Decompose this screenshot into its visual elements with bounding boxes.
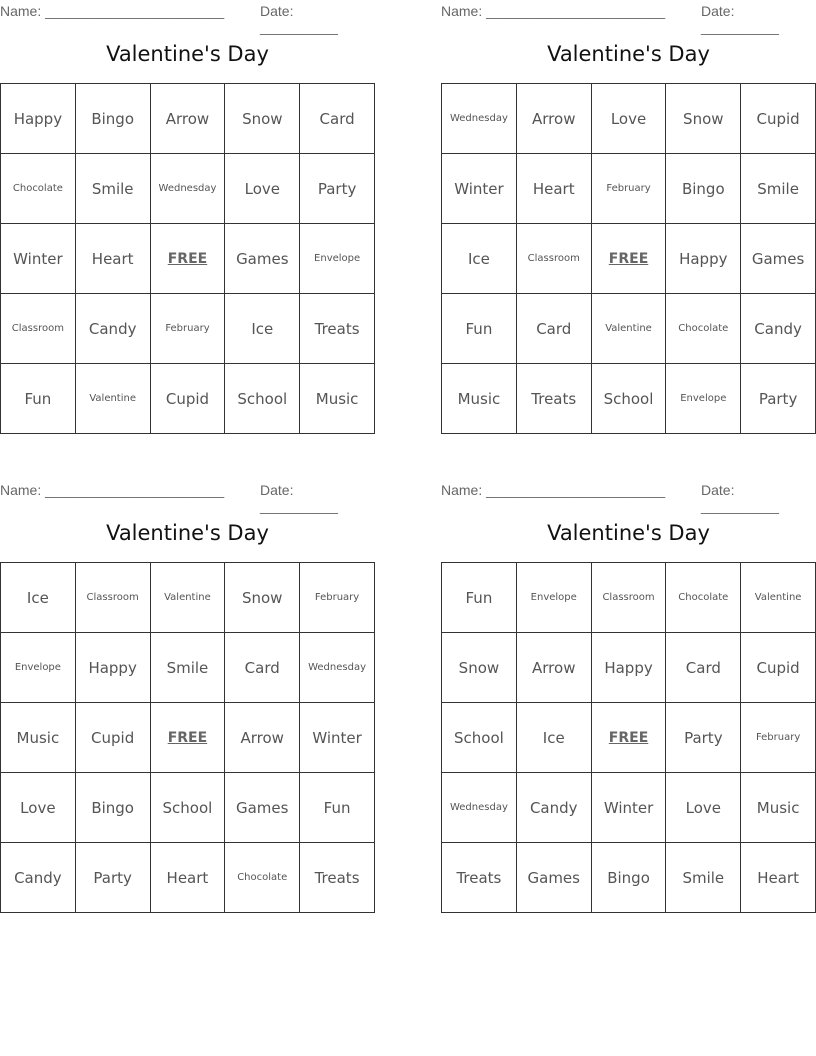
bingo-cell: Smile <box>150 633 225 703</box>
bingo-cell: Valentine <box>591 294 666 364</box>
bingo-card <box>441 479 816 887</box>
grid-row <box>442 633 816 703</box>
bingo-cell: Candy <box>1 843 76 913</box>
bingo-cell: Heart <box>741 843 816 913</box>
date-field-label: Date: __________ <box>260 482 338 514</box>
card-header <box>0 479 375 514</box>
bingo-cell: Party <box>75 843 150 913</box>
bingo-cell: Fun <box>1 364 76 434</box>
bingo-cell: Music <box>1 703 76 773</box>
grid-row <box>1 364 375 434</box>
bingo-cell: February <box>300 563 375 633</box>
bingo-cell: Classroom <box>1 294 76 364</box>
bingo-cell: Happy <box>666 224 741 294</box>
grid-row <box>1 84 375 154</box>
bingo-cell: Games <box>516 843 591 913</box>
bingo-cell: Music <box>300 364 375 434</box>
bingo-cell: School <box>150 773 225 843</box>
bingo-cell: Wednesday <box>442 773 517 843</box>
bingo-cell: Classroom <box>591 563 666 633</box>
bingo-cell: Heart <box>75 224 150 294</box>
bingo-grid <box>0 562 375 913</box>
bingo-cell: Ice <box>1 563 76 633</box>
bingo-cell: School <box>442 703 517 773</box>
bingo-cell: Smile <box>741 154 816 224</box>
grid-row <box>1 224 375 294</box>
bingo-cell: Classroom <box>75 563 150 633</box>
bingo-cell: Treats <box>442 843 517 913</box>
grid-row <box>442 364 816 434</box>
bingo-cell: Games <box>225 773 300 843</box>
grid-row <box>1 294 375 364</box>
free-space-cell: FREE <box>591 224 666 294</box>
bingo-cell: Candy <box>741 294 816 364</box>
bingo-cell: Cupid <box>150 364 225 434</box>
grid-row <box>1 633 375 703</box>
bingo-cell: Wednesday <box>442 84 517 154</box>
grid-row <box>442 843 816 913</box>
bingo-cell: Cupid <box>741 633 816 703</box>
date-field-label: Date: __________ <box>260 3 338 35</box>
bingo-cell: School <box>591 364 666 434</box>
bingo-cell: Ice <box>516 703 591 773</box>
bingo-cell: Wednesday <box>150 154 225 224</box>
bingo-cell: Love <box>225 154 300 224</box>
bingo-cell: Candy <box>75 294 150 364</box>
bingo-cell: Smile <box>666 843 741 913</box>
bingo-cell: Winter <box>442 154 517 224</box>
bingo-cell: Ice <box>442 224 517 294</box>
grid-row <box>442 154 816 224</box>
bingo-cell: Happy <box>1 84 76 154</box>
bingo-cell: February <box>150 294 225 364</box>
card-title: Valentine's Day <box>547 521 710 545</box>
bingo-cell: February <box>741 703 816 773</box>
bingo-cell: Arrow <box>150 84 225 154</box>
bingo-cell: School <box>225 364 300 434</box>
grid-row <box>442 563 816 633</box>
bingo-cell: Love <box>1 773 76 843</box>
card-header <box>441 0 816 35</box>
bingo-cell: February <box>591 154 666 224</box>
bingo-cell: Winter <box>300 703 375 773</box>
bingo-cell: Snow <box>225 563 300 633</box>
grid-row <box>442 84 816 154</box>
bingo-cell: Chocolate <box>666 563 741 633</box>
name-field-label: Name: _______________________ <box>441 3 666 19</box>
grid-row <box>442 703 816 773</box>
bingo-cell: Games <box>741 224 816 294</box>
bingo-cell: Music <box>442 364 517 434</box>
bingo-cell: Chocolate <box>225 843 300 913</box>
card-title: Valentine's Day <box>106 521 269 545</box>
bingo-cell: Smile <box>75 154 150 224</box>
bingo-cell: Snow <box>666 84 741 154</box>
bingo-cell: Cupid <box>741 84 816 154</box>
bingo-cell: Card <box>666 633 741 703</box>
card-header <box>441 479 816 514</box>
bingo-cell: Party <box>300 154 375 224</box>
date-field-label: Date: __________ <box>701 3 779 35</box>
bingo-cell: Heart <box>516 154 591 224</box>
bingo-cell: Classroom <box>516 224 591 294</box>
grid-row <box>1 563 375 633</box>
grid-row <box>1 703 375 773</box>
bingo-cell: Fun <box>442 294 517 364</box>
grid-row <box>1 773 375 843</box>
bingo-cell: Arrow <box>225 703 300 773</box>
bingo-cell: Happy <box>591 633 666 703</box>
bingo-cell: Bingo <box>591 843 666 913</box>
bingo-cell: Arrow <box>516 633 591 703</box>
bingo-cell: Happy <box>75 633 150 703</box>
bingo-cell: Envelope <box>666 364 741 434</box>
card-header <box>0 0 375 35</box>
bingo-cell: Card <box>516 294 591 364</box>
bingo-grid <box>0 83 375 434</box>
bingo-cell: Chocolate <box>1 154 76 224</box>
grid-row <box>442 224 816 294</box>
card-title: Valentine's Day <box>106 42 269 66</box>
bingo-grid <box>441 83 816 434</box>
name-field-label: Name: _______________________ <box>441 482 666 498</box>
bingo-cell: Candy <box>516 773 591 843</box>
bingo-cell: Snow <box>442 633 517 703</box>
bingo-cell: Games <box>225 224 300 294</box>
bingo-cell: Envelope <box>300 224 375 294</box>
bingo-grid <box>441 562 816 913</box>
bingo-cell: Love <box>666 773 741 843</box>
name-field-label: Name: _______________________ <box>0 482 225 498</box>
bingo-card <box>0 0 375 408</box>
bingo-cell: Card <box>300 84 375 154</box>
bingo-cell: Bingo <box>666 154 741 224</box>
bingo-cell: Bingo <box>75 773 150 843</box>
bingo-cell: Fun <box>300 773 375 843</box>
bingo-cell: Bingo <box>75 84 150 154</box>
bingo-cell: Party <box>666 703 741 773</box>
bingo-cell: Valentine <box>741 563 816 633</box>
bingo-cell: Treats <box>516 364 591 434</box>
grid-row <box>442 294 816 364</box>
bingo-cell: Arrow <box>516 84 591 154</box>
bingo-cell: Love <box>591 84 666 154</box>
bingo-cell: Treats <box>300 294 375 364</box>
bingo-cell: Fun <box>442 563 517 633</box>
bingo-cell: Envelope <box>1 633 76 703</box>
name-field-label: Name: _______________________ <box>0 3 225 19</box>
free-space-cell: FREE <box>591 703 666 773</box>
bingo-cell: Party <box>741 364 816 434</box>
bingo-cell: Winter <box>591 773 666 843</box>
card-title: Valentine's Day <box>547 42 710 66</box>
grid-row <box>442 773 816 843</box>
bingo-cell: Valentine <box>75 364 150 434</box>
free-space-cell: FREE <box>150 224 225 294</box>
bingo-cell: Treats <box>300 843 375 913</box>
bingo-cell: Cupid <box>75 703 150 773</box>
bingo-cell: Valentine <box>150 563 225 633</box>
bingo-cell: Envelope <box>516 563 591 633</box>
bingo-cell: Heart <box>150 843 225 913</box>
bingo-cell: Music <box>741 773 816 843</box>
bingo-card <box>441 0 816 408</box>
bingo-cell: Winter <box>1 224 76 294</box>
bingo-cell: Wednesday <box>300 633 375 703</box>
free-space-cell: FREE <box>150 703 225 773</box>
bingo-cell: Card <box>225 633 300 703</box>
bingo-card <box>0 479 375 887</box>
date-field-label: Date: __________ <box>701 482 779 514</box>
bingo-cell: Chocolate <box>666 294 741 364</box>
grid-row <box>1 843 375 913</box>
grid-row <box>1 154 375 224</box>
bingo-cell: Ice <box>225 294 300 364</box>
bingo-cell: Snow <box>225 84 300 154</box>
